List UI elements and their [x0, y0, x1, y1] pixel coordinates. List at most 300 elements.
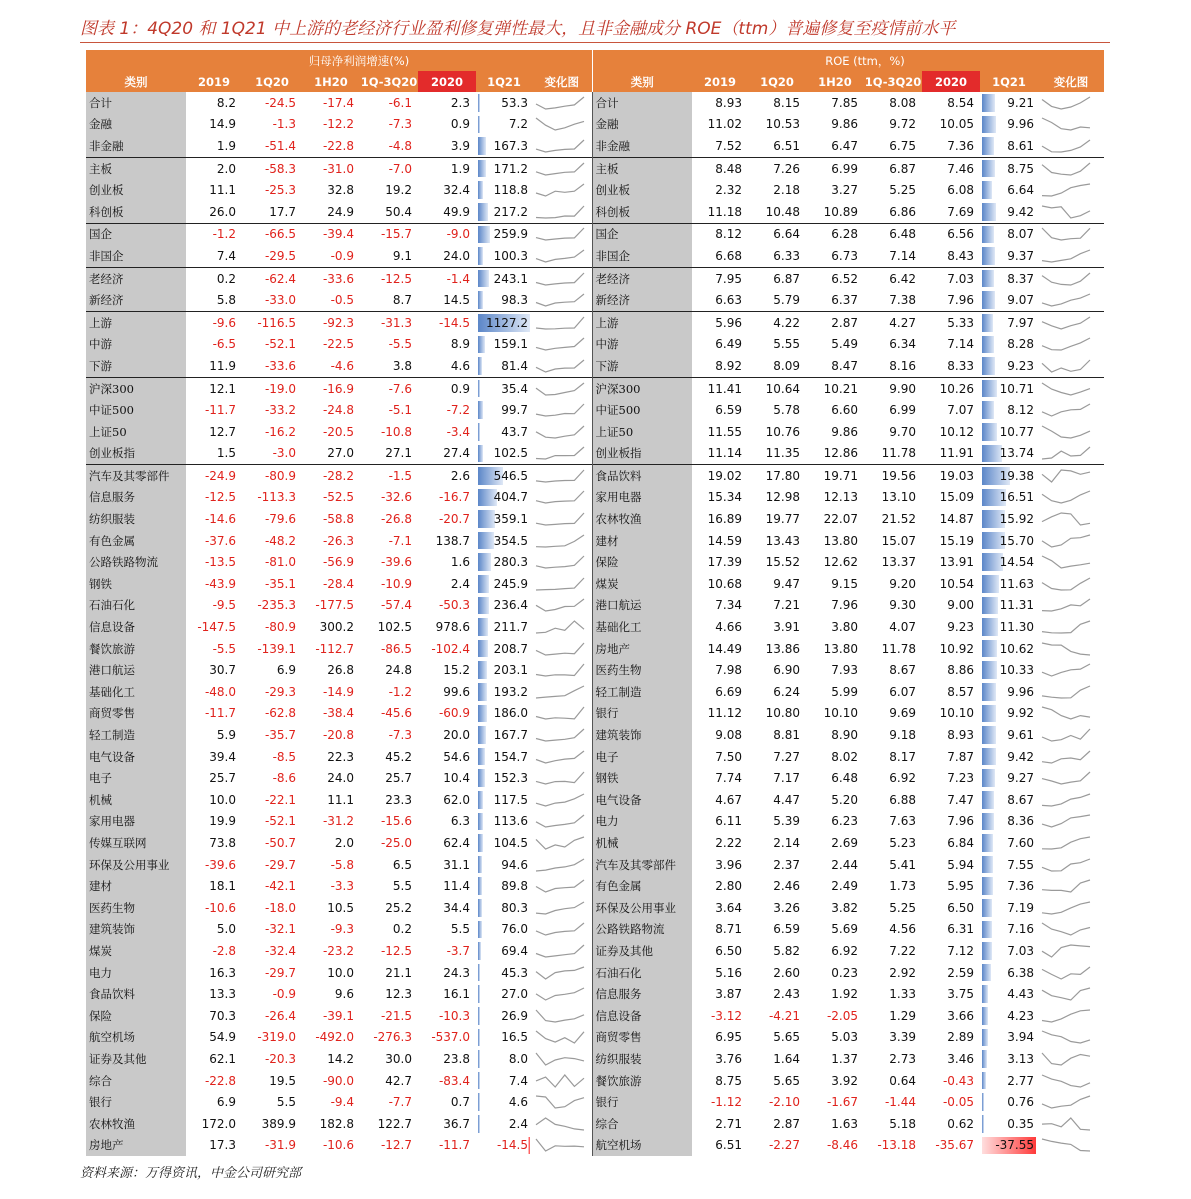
sparkline-chart [1040, 1051, 1092, 1067]
left-latest-cell [476, 355, 532, 377]
left-row-name: 纺织服装 [86, 508, 186, 530]
right-value-cell: 6.31 [947, 922, 974, 937]
right-latest-cell [980, 595, 1038, 617]
sparkline [1042, 923, 1090, 935]
cell-value: 8.75 [1007, 161, 1034, 176]
cell-value: 43.7 [501, 424, 528, 439]
right-value-cell: 15.07 [881, 533, 916, 548]
right-value-cell: 2.80 [715, 879, 742, 894]
sparkline-chart [1040, 749, 1092, 765]
right-latest-cell [980, 421, 1038, 443]
left-value-cell: 1.6 [450, 555, 470, 570]
left-latest-cell [476, 1048, 532, 1070]
right-value-cell: 12.13 [823, 490, 858, 505]
left-row-name: 老经济 [86, 267, 186, 289]
left-value-cell: 102.5 [377, 620, 412, 635]
left-latest-cell [476, 767, 532, 789]
left-value-cell: 17.3 [209, 1138, 236, 1153]
right-latest-cell [980, 289, 1038, 311]
left-value-cell: 42.7 [385, 1073, 412, 1088]
table-row [86, 1135, 1104, 1157]
sparkline-chart [1040, 857, 1092, 873]
right-sparkline-cell [1038, 897, 1104, 919]
table-row [86, 311, 1104, 333]
left-row-name: 下游 [86, 355, 186, 377]
sparkline-chart [1040, 336, 1092, 352]
left-value-cell: 6.9 [216, 1095, 236, 1110]
left-value-cell: 12.3 [385, 987, 412, 1002]
right-value-cell: 19.77 [765, 512, 800, 527]
left-row-name: 煤炭 [86, 940, 186, 962]
right-value-cell: 11.12 [707, 706, 742, 721]
sparkline [536, 729, 584, 741]
cell-value: 14.54 [999, 555, 1034, 570]
data-bar [478, 1072, 480, 1090]
left-latest-cell [476, 832, 532, 854]
left-row-name: 电力 [86, 962, 186, 984]
right-value-cell: 7.46 [922, 157, 980, 179]
left-row-name: 商贸零售 [86, 703, 186, 725]
left-value-cell: 2.0 [186, 157, 242, 179]
right-latest-cell [980, 638, 1038, 660]
data-bar [478, 834, 483, 852]
sparkline-chart [1040, 358, 1092, 374]
right-value-cell: 15.34 [707, 490, 742, 505]
data-bar [982, 160, 995, 178]
sparkline [536, 621, 584, 633]
sparkline [1042, 1118, 1090, 1130]
cell-value: 9.96 [1007, 117, 1034, 132]
right-value-cell: 2.87 [773, 1116, 800, 1131]
right-sparkline-cell [1038, 289, 1104, 311]
cell-value: 80.3 [501, 900, 528, 915]
left-value-cell: 25.7 [385, 771, 412, 786]
right-latest-cell [980, 854, 1038, 876]
sparkline-chart [1040, 900, 1092, 916]
right-row-name: 电气设备 [592, 789, 692, 811]
sparkline-chart [534, 271, 586, 287]
left-value-cell: -66.5 [242, 223, 302, 245]
right-value-cell: 4.27 [864, 311, 922, 333]
right-value-cell: 5.25 [889, 900, 916, 915]
left-value-cell: 6.3 [450, 814, 470, 829]
cell-value: 16.5 [501, 1030, 528, 1045]
right-sparkline-cell [1038, 1135, 1104, 1157]
right-value-cell: 1.33 [889, 987, 916, 1002]
left-value-cell: 30.0 [385, 1051, 412, 1066]
left-latest-cell [476, 289, 532, 311]
cell-value: 208.7 [493, 641, 528, 656]
cell-value: 217.2 [493, 204, 528, 219]
right-sparkline-cell [1038, 1027, 1104, 1049]
right-value-cell: 9.18 [889, 728, 916, 743]
left-sparkline-cell [532, 919, 592, 941]
sparkline-chart [1040, 921, 1092, 937]
left-value-cell: -537.0 [431, 1030, 470, 1045]
left-value-cell: 24.0 [327, 771, 354, 786]
sparkline-chart [534, 161, 586, 177]
sparkline-chart [534, 792, 586, 808]
table-row [86, 465, 1104, 487]
sparkline-chart [1040, 95, 1092, 111]
right-value-cell: 0.62 [947, 1116, 974, 1131]
right-value-cell: 15.52 [765, 555, 800, 570]
right-value-cell: 6.88 [889, 792, 916, 807]
data-bar [982, 336, 994, 354]
left-col-header: 类别 [86, 71, 186, 92]
sparkline-chart [534, 424, 586, 440]
right-latest-cell [980, 487, 1038, 509]
left-value-cell: -52.1 [264, 337, 296, 352]
left-value-cell: 99.6 [443, 684, 470, 699]
cell-value: 4.6 [508, 1095, 528, 1110]
left-row-name: 证券及其他 [86, 1048, 186, 1070]
left-value-cell: -28.4 [322, 576, 354, 591]
cell-value: 7.16 [1007, 922, 1034, 937]
data-bar [982, 445, 1002, 463]
left-value-cell: 14.2 [327, 1051, 354, 1066]
sparkline-chart [1040, 511, 1092, 527]
left-value-cell: 6.9 [276, 663, 296, 678]
right-sparkline-cell [1038, 508, 1104, 530]
right-value-cell: 9.86 [831, 424, 858, 439]
left-row-name: 航空机场 [86, 1027, 186, 1049]
left-value-cell: 24.9 [327, 204, 354, 219]
right-value-cell: 3.76 [715, 1051, 742, 1066]
left-value-cell: -29.3 [264, 684, 296, 699]
right-value-cell: 19.71 [806, 465, 864, 487]
sparkline [1042, 140, 1090, 152]
right-sparkline-cell [1038, 854, 1104, 876]
right-value-cell: 13.91 [939, 555, 974, 570]
sparkline [536, 751, 584, 763]
cell-value: 9.42 [1007, 749, 1034, 764]
table-row [86, 724, 1104, 746]
right-value-cell: 8.93 [715, 95, 742, 110]
right-latest-cell [980, 983, 1038, 1005]
left-value-cell: 0.9 [450, 117, 470, 132]
sparkline [536, 945, 584, 957]
left-value-cell: 10.0 [327, 965, 354, 980]
sparkline [1042, 772, 1090, 784]
sparkline [1042, 97, 1090, 109]
table-row [86, 767, 1104, 789]
table-row [86, 267, 1104, 289]
table-row [86, 854, 1104, 876]
cell-value: -14.5 [496, 1138, 528, 1153]
right-value-cell: 3.92 [831, 1073, 858, 1088]
left-value-cell: -25.0 [380, 835, 412, 850]
right-sparkline-cell [1038, 92, 1104, 114]
left-latest-cell [476, 245, 532, 267]
right-value-cell: 11.78 [881, 446, 916, 461]
left-row-name: 上游 [86, 311, 186, 333]
left-value-cell: 12.7 [209, 424, 236, 439]
left-value-cell: 24.0 [443, 248, 470, 263]
sparkline-chart [1040, 1094, 1092, 1110]
sparkline [1042, 250, 1090, 262]
sparkline-chart [534, 641, 586, 657]
left-value-cell: -11.7 [438, 1138, 470, 1153]
left-value-cell: -14.5 [418, 311, 476, 333]
left-col-header: 2020 [418, 71, 476, 92]
sparkline-chart [1040, 402, 1092, 418]
left-value-cell: 2.6 [418, 465, 476, 487]
sparkline-chart [534, 1116, 586, 1132]
right-value-cell: 5.65 [773, 1073, 800, 1088]
left-value-cell: 10.0 [209, 792, 236, 807]
left-value-cell: -90.0 [322, 1073, 354, 1088]
right-row-name: 轻工制造 [592, 681, 692, 703]
right-value-cell: 8.92 [715, 358, 742, 373]
right-value-cell: 7.96 [831, 598, 858, 613]
left-col-header: 1Q-3Q20 [360, 71, 418, 92]
right-sparkline-cell [1038, 983, 1104, 1005]
sparkline [536, 1096, 584, 1108]
left-value-cell: -20.7 [438, 512, 470, 527]
left-value-cell: -29.7 [264, 857, 296, 872]
left-value-cell: 11.1 [327, 792, 354, 807]
right-value-cell: 2.44 [831, 857, 858, 872]
sparkline-chart [1040, 204, 1092, 220]
left-value-cell: 36.7 [443, 1116, 470, 1131]
data-bar [982, 357, 995, 375]
data-bar [478, 964, 480, 982]
sparkline-chart [1040, 226, 1092, 242]
right-row-name: 创业板指 [592, 443, 692, 465]
left-value-cell: -12.2 [322, 117, 354, 132]
left-latest-cell [476, 1005, 532, 1027]
right-sparkline-cell [1038, 616, 1104, 638]
right-value-cell: 6.69 [715, 684, 742, 699]
right-value-cell: 6.52 [806, 267, 864, 289]
right-row-name: 环保及公用事业 [592, 897, 692, 919]
left-value-cell: -139.1 [257, 641, 296, 656]
right-latest-cell [980, 1048, 1038, 1070]
left-value-cell: -9.4 [330, 1095, 354, 1110]
left-value-cell: -24.5 [264, 95, 296, 110]
left-latest-cell [476, 1113, 532, 1135]
left-row-name: 汽车及其零部件 [86, 465, 186, 487]
table-row [86, 443, 1104, 465]
right-value-cell: 8.12 [692, 223, 748, 245]
right-sparkline-cell [1038, 201, 1104, 223]
cell-value: 154.7 [493, 749, 528, 764]
sparkline-chart [534, 402, 586, 418]
left-value-cell: -10.6 [204, 900, 236, 915]
left-value-cell: 24.8 [385, 663, 412, 678]
right-value-cell: 1.37 [831, 1051, 858, 1066]
right-value-cell: -2.27 [768, 1138, 800, 1153]
right-latest-cell [980, 681, 1038, 703]
table-row [86, 1113, 1104, 1135]
left-value-cell: 19.5 [269, 1073, 296, 1088]
data-bar [478, 137, 486, 155]
left-value-cell: 30.7 [209, 663, 236, 678]
right-value-cell: 13.80 [823, 641, 858, 656]
right-value-cell: 5.41 [889, 857, 916, 872]
right-value-cell: 7.96 [947, 814, 974, 829]
right-row-name: 科创板 [592, 201, 692, 223]
left-latest-cell [476, 399, 532, 421]
sparkline [536, 273, 584, 285]
sparkline-chart [1040, 381, 1092, 397]
table-row [86, 1027, 1104, 1049]
right-value-cell: 5.69 [831, 922, 858, 937]
data-bar [478, 160, 486, 178]
left-value-cell: -7.3 [388, 117, 412, 132]
left-value-cell: -31.2 [322, 814, 354, 829]
left-value-cell: 50.4 [385, 204, 412, 219]
right-value-cell: 11.35 [765, 446, 800, 461]
sparkline [536, 988, 584, 1000]
right-latest-cell [980, 179, 1038, 201]
data-bar [982, 813, 994, 831]
left-value-cell: -0.9 [272, 987, 296, 1002]
right-latest-cell [980, 334, 1038, 356]
data-bar [982, 683, 996, 701]
right-value-cell: 6.33 [773, 248, 800, 263]
right-sparkline-cell [1038, 179, 1104, 201]
sparkline [1042, 643, 1090, 655]
right-value-cell: 6.08 [947, 183, 974, 198]
left-value-cell: -102.4 [431, 641, 470, 656]
left-value-cell: -10.8 [380, 424, 412, 439]
left-latest-cell [476, 616, 532, 638]
table-row [86, 832, 1104, 854]
right-row-name: 上游 [592, 311, 692, 333]
left-row-name: 农林牧渔 [86, 1113, 186, 1135]
left-sparkline-cell [532, 638, 592, 660]
cell-value: 6.38 [1007, 965, 1034, 980]
right-value-cell: 2.92 [889, 965, 916, 980]
right-latest-cell [980, 92, 1038, 114]
right-value-cell: 10.26 [922, 377, 980, 399]
left-value-cell: -31.0 [302, 157, 360, 179]
left-value-cell: -3.3 [330, 879, 354, 894]
cell-value: 45.3 [501, 965, 528, 980]
left-sparkline-cell [532, 832, 592, 854]
sparkline [1042, 383, 1090, 395]
left-row-name: 电气设备 [86, 746, 186, 768]
cell-value: 7.55 [1007, 857, 1034, 872]
right-value-cell: 2.18 [773, 183, 800, 198]
right-col-header: 变化图 [1038, 71, 1104, 92]
left-row-name: 港口航运 [86, 659, 186, 681]
sparkline-chart [534, 1008, 586, 1024]
sparkline [1042, 621, 1090, 633]
left-value-cell: -79.6 [264, 512, 296, 527]
sparkline-chart [534, 1051, 586, 1067]
table-row [86, 919, 1104, 941]
left-value-cell: 39.4 [209, 749, 236, 764]
sparkline-chart [1040, 619, 1092, 635]
right-sparkline-cell [1038, 223, 1104, 245]
cell-value: 259.9 [493, 227, 528, 242]
cell-value: 7.97 [1007, 315, 1034, 330]
right-value-cell: 7.27 [773, 749, 800, 764]
right-value-cell: 3.39 [889, 1030, 916, 1045]
sparkline-chart [534, 226, 586, 242]
left-value-cell: -37.6 [204, 533, 236, 548]
cell-value: 19.38 [999, 468, 1034, 483]
left-value-cell: -26.4 [264, 1008, 296, 1023]
right-value-cell: 2.32 [715, 183, 742, 198]
left-latest-cell [476, 114, 532, 136]
left-value-cell: -81.0 [264, 555, 296, 570]
left-value-cell: -0.5 [330, 293, 354, 308]
left-value-cell: -45.6 [380, 706, 412, 721]
right-sparkline-cell [1038, 789, 1104, 811]
right-row-name: 银行 [592, 1091, 692, 1113]
data-bar [982, 640, 997, 658]
right-value-cell: 3.66 [947, 1008, 974, 1023]
left-latest-cell [476, 179, 532, 201]
right-value-cell: 8.67 [889, 663, 916, 678]
data-bar [478, 791, 483, 809]
sparkline-chart [534, 381, 586, 397]
left-value-cell: 54.6 [443, 749, 470, 764]
right-value-cell: 4.22 [748, 311, 806, 333]
left-row-name: 沪深300 [86, 377, 186, 399]
left-latest-cell [476, 983, 532, 1005]
table-row [86, 681, 1104, 703]
left-value-cell: 12.1 [186, 377, 242, 399]
data-bar [982, 748, 996, 766]
left-value-cell: 20.0 [443, 728, 470, 743]
left-value-cell: -16.7 [438, 490, 470, 505]
left-sparkline-cell [532, 201, 592, 223]
left-value-cell: -22.1 [264, 792, 296, 807]
right-value-cell: 11.41 [692, 377, 748, 399]
right-sparkline-cell [1038, 811, 1104, 833]
left-latest-cell [476, 508, 532, 530]
sparkline-chart [534, 597, 586, 613]
cell-value: 89.8 [501, 879, 528, 894]
right-latest-cell [980, 443, 1038, 465]
table-row [86, 135, 1104, 157]
right-value-cell: 3.27 [831, 183, 858, 198]
sparkline-chart [534, 182, 586, 198]
cell-value: 211.7 [493, 620, 528, 635]
left-value-cell: -18.0 [264, 900, 296, 915]
right-value-cell: -1.67 [826, 1095, 858, 1110]
left-value-cell: -1.2 [186, 223, 242, 245]
data-bar [478, 510, 495, 528]
data-bar [982, 575, 999, 593]
data-bar [478, 553, 491, 571]
right-value-cell: 3.91 [773, 620, 800, 635]
left-sparkline-cell [532, 811, 592, 833]
right-value-cell: 8.17 [889, 749, 916, 764]
cell-value: 171.2 [493, 161, 528, 176]
data-bar [982, 423, 997, 441]
cell-value: 2.77 [1007, 1073, 1034, 1088]
left-row-name: 房地产 [86, 1135, 186, 1157]
right-value-cell: 6.48 [864, 223, 922, 245]
left-row-name: 国企 [86, 223, 186, 245]
left-value-cell: -177.5 [315, 598, 354, 613]
right-row-name: 非国企 [592, 245, 692, 267]
sparkline-chart [534, 576, 586, 592]
sparkline-chart [1040, 138, 1092, 154]
right-value-cell: 10.89 [823, 204, 858, 219]
left-value-cell: 11.9 [209, 358, 236, 373]
right-latest-cell [980, 875, 1038, 897]
cell-value: 8.37 [1007, 271, 1034, 286]
table-row [86, 355, 1104, 377]
right-sparkline-cell [1038, 832, 1104, 854]
